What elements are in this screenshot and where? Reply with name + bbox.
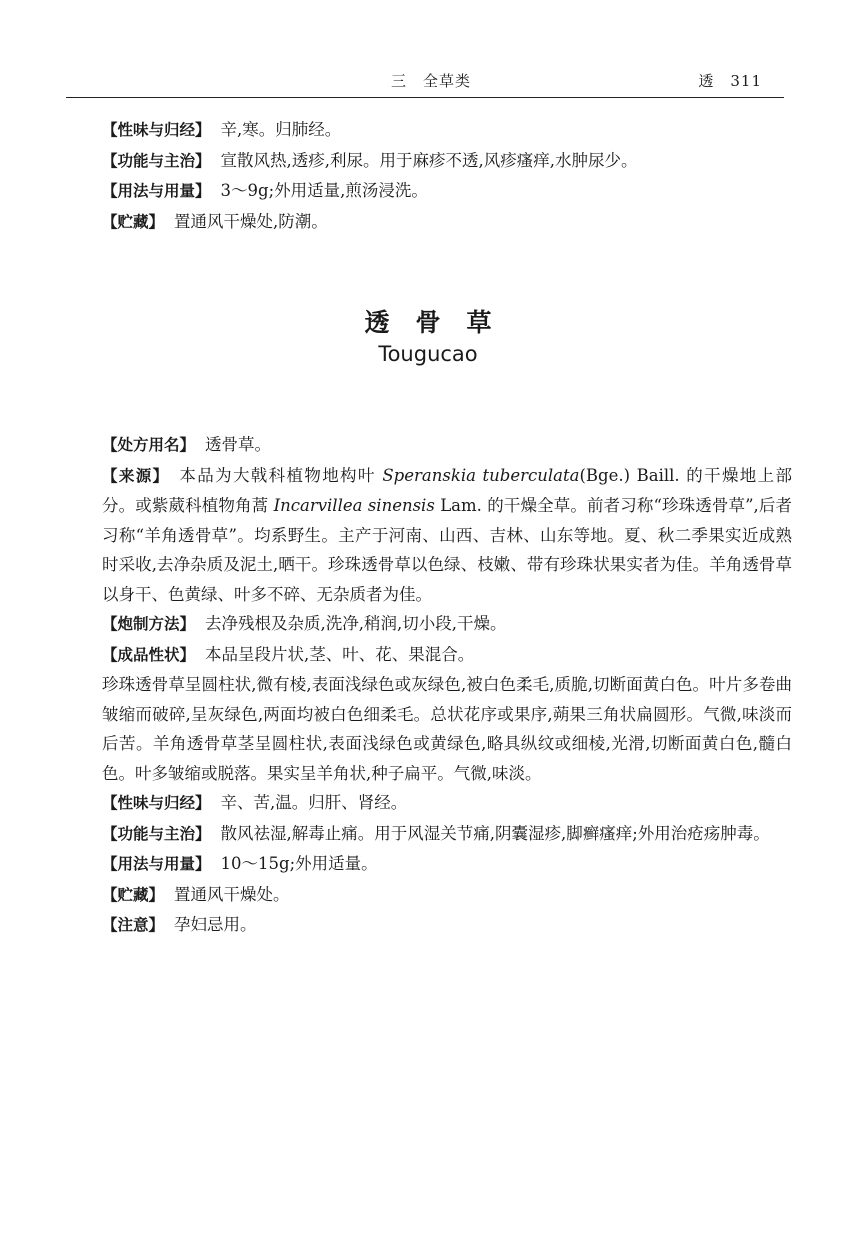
latin-name-incarvillea: Incarvillea sinensis bbox=[273, 496, 435, 515]
alias-text: 透骨草。 bbox=[205, 435, 272, 454]
header-rule bbox=[66, 97, 784, 98]
running-header bbox=[66, 70, 784, 94]
caution-paragraph bbox=[74, 910, 792, 941]
alias-paragraph bbox=[74, 430, 792, 461]
usage-text: 10～15g;外用适量。 bbox=[220, 854, 378, 873]
prev-function-label: 【功能与主治】 bbox=[102, 151, 211, 170]
usage-label: 【用法与用量】 bbox=[102, 855, 211, 873]
nature-label: 【性味与归经】 bbox=[102, 794, 211, 812]
function-label: 【功能与主治】 bbox=[102, 824, 211, 843]
character-text: 本品呈段片状,茎、叶、花、果混合。 bbox=[205, 644, 475, 664]
section-title: 三 全草类 bbox=[391, 72, 472, 90]
process-label: 【炮制方法】 bbox=[102, 615, 196, 633]
prev-storage-text: 置通风干燥处,防潮。 bbox=[174, 211, 328, 231]
source-paragraph bbox=[74, 461, 792, 610]
prev-nature-paragraph bbox=[74, 115, 792, 146]
source-text-2: (Bge.) Baill. 的干燥地上部分。或紫葳科植物角蒿 bbox=[102, 465, 793, 515]
source-text-3: Lam. 的干燥全草。前者习称“珍珠透骨草”,后者习称“羊角透骨草”。均系野生。主产于河南、山西、吉林、山东等地。夏、秋二季果实近成熟时采收,去净杂质及泥土,晒干。珍珠透骨草以色绿、枝嫩、带有珍珠状果实者为佳。羊角透骨草以身干、色黄绿、叶多不碎、无杂质者为佳。 bbox=[102, 496, 793, 604]
prev-function-text: 宣散风热,透疹,利尿。用于麻疹不透,风疹瘙痒,水肿尿少。 bbox=[220, 150, 638, 170]
prev-function-paragraph bbox=[74, 146, 792, 177]
prev-storage-label: 【贮藏】 bbox=[102, 212, 165, 231]
entry-title: 透骨草 bbox=[364, 308, 518, 337]
process-paragraph bbox=[74, 609, 792, 640]
prev-nature-text: 辛,寒。归肺经。 bbox=[220, 120, 342, 139]
caution-label: 【注意】 bbox=[102, 916, 165, 934]
character-label: 【成品性状】 bbox=[102, 645, 196, 664]
caution-text: 孕妇忌用。 bbox=[174, 915, 257, 934]
prev-storage-paragraph bbox=[74, 207, 792, 238]
entry-body bbox=[74, 430, 792, 941]
alias-label: 【处方用名】 bbox=[102, 436, 196, 454]
function-text: 散风祛湿,解毒止痛。用于风湿关节痛,阴囊湿疹,脚癣瘙痒;外用治疮疡肿毒。 bbox=[220, 823, 770, 843]
entry-pinyin: Tougucao bbox=[378, 342, 478, 366]
nature-paragraph bbox=[74, 788, 792, 819]
source-text-1: 本品为大戟科植物地构叶 bbox=[179, 465, 376, 485]
process-text: 去净残根及杂质,洗净,稍润,切小段,干燥。 bbox=[205, 614, 507, 633]
source-label: 【来源】 bbox=[102, 466, 170, 485]
prev-nature-label: 【性味与归经】 bbox=[102, 121, 211, 139]
nature-text: 辛、苦,温。归肝、肾经。 bbox=[220, 793, 408, 812]
prev-usage-paragraph bbox=[74, 176, 792, 207]
storage-text: 置通风干燥处。 bbox=[174, 884, 290, 904]
function-paragraph bbox=[74, 819, 792, 850]
storage-paragraph bbox=[74, 880, 792, 911]
prev-usage-text: 3～9g;外用适量,煎汤浸洗。 bbox=[220, 181, 428, 200]
usage-paragraph bbox=[74, 849, 792, 880]
character-paragraph bbox=[74, 640, 792, 671]
storage-label: 【贮藏】 bbox=[102, 885, 165, 904]
prev-usage-label: 【用法与用量】 bbox=[102, 182, 211, 200]
latin-name-speranskia: Speranskia tuberculata bbox=[382, 465, 580, 485]
character-detail-paragraph: 珍珠透骨草呈圆柱状,微有棱,表面浅绿色或灰绿色,被白色柔毛,质脆,切断面黄白色。叶片多卷曲皱缩而破碎,呈灰绿色,两面均被白色细柔毛。总状花序或果序,蒴果三角状扁圆形。气微,味淡而后苦。羊角透骨草茎呈圆柱状,表面浅绿色或黄绿色,略具纵纹或细棱,光滑,切断面黄白色,髓白色。叶多皱缩或脱落。果实呈羊角状,种子扁平。气微,味淡。 bbox=[102, 675, 792, 783]
page-number: 透 311 bbox=[698, 72, 762, 90]
previous-entry-tail bbox=[74, 115, 792, 237]
